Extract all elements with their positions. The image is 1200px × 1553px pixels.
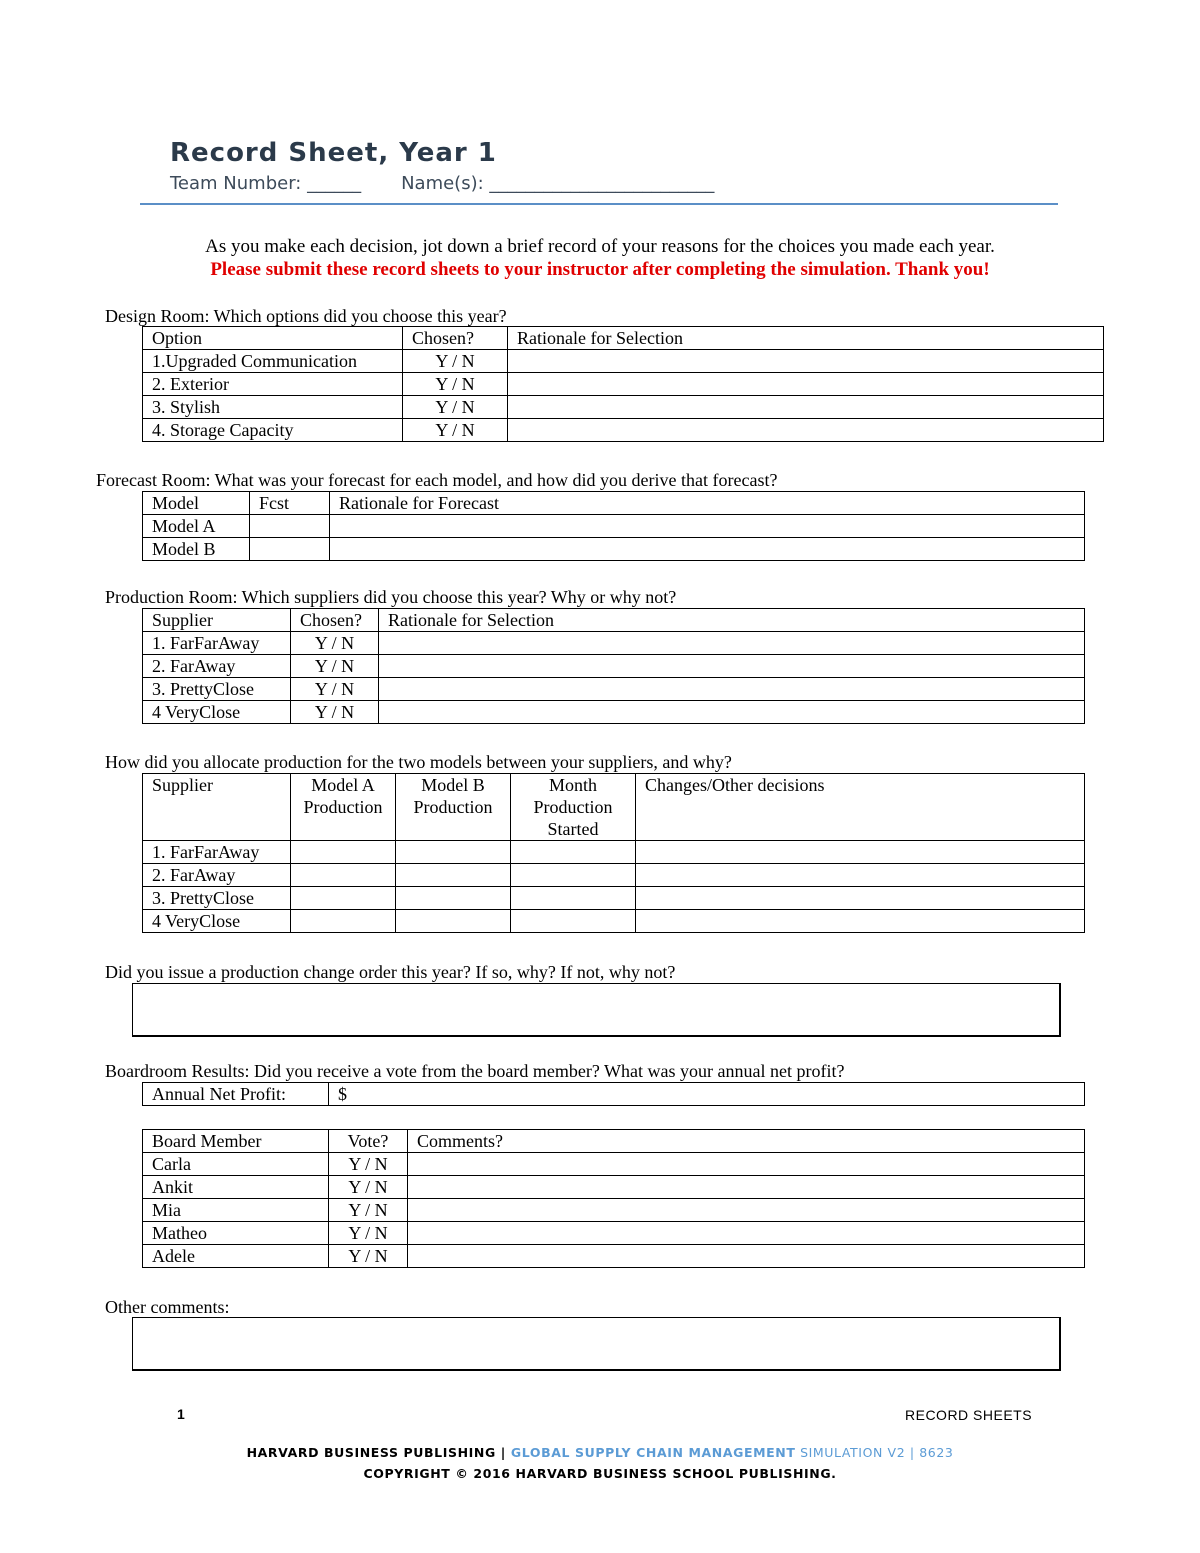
table-row [143, 864, 1085, 887]
table-row [143, 1199, 1085, 1222]
copyright-line: COPYRIGHT © 2016 HARVARD BUSINESS SCHOOL PUBLISHING. [363, 1466, 837, 1481]
member-cell: Ankit [143, 1176, 329, 1199]
table-header-row [143, 1130, 1085, 1153]
change-order-answer-box[interactable] [132, 983, 1061, 1037]
forecast-question: Forecast Room: What was your forecast for each model, and how did you derive that forecast? [96, 470, 778, 490]
table-row [143, 350, 1104, 373]
header-cell: Chosen? [291, 609, 379, 632]
table-row [143, 1083, 1085, 1106]
option-cell: 3. Stylish [143, 396, 403, 419]
table-row [143, 1153, 1085, 1176]
chosen-cell[interactable]: Y / N [291, 678, 379, 701]
publisher-name: HARVARD BUSINESS PUBLISHING | [246, 1445, 511, 1460]
header-rule [140, 203, 1058, 205]
header-cell: Chosen? [403, 327, 508, 350]
rationale-cell[interactable] [379, 632, 1085, 655]
supplier-cell: 1. FarFarAway [143, 841, 291, 864]
table-row [143, 1222, 1085, 1245]
comments-cell[interactable] [408, 1245, 1085, 1268]
member-cell: Carla [143, 1153, 329, 1176]
table-row [143, 538, 1085, 561]
submit-notice: Please submit these record sheets to your instructor after completing the simulation. Thank you! [210, 259, 990, 280]
board-members-table [142, 1129, 1085, 1268]
month-cell[interactable] [511, 887, 636, 910]
intro-text: As you make each decision, jot down a brief record of your reasons for the choices you made each year. [205, 236, 995, 257]
boardroom-question: Boardroom Results: Did you receive a vote from the board member? What was your annual net profit? [105, 1061, 845, 1081]
page-title: Record Sheet, Year 1 [170, 138, 497, 168]
header-cell: Board Member [143, 1130, 329, 1153]
month-cell[interactable] [511, 910, 636, 933]
header-cell: Option [143, 327, 403, 350]
model-b-cell[interactable] [396, 864, 511, 887]
names-field[interactable]: Name(s): _________________________ [401, 173, 715, 194]
supplier-cell: 2. FarAway [143, 655, 291, 678]
table-row [143, 515, 1085, 538]
rationale-cell[interactable] [508, 373, 1104, 396]
supplier-cell: 3. PrettyClose [143, 678, 291, 701]
comments-cell[interactable] [408, 1199, 1085, 1222]
net-profit-label: Annual Net Profit: [143, 1083, 329, 1106]
header-cell: Month Production Started [511, 774, 636, 841]
table-row [143, 632, 1085, 655]
header-cell: Rationale for Forecast [330, 492, 1085, 515]
table-row [143, 887, 1085, 910]
forecast-table [142, 491, 1085, 561]
comments-cell[interactable] [408, 1176, 1085, 1199]
allocation-table [142, 773, 1085, 933]
table-row [143, 419, 1104, 442]
chosen-cell[interactable]: Y / N [403, 396, 508, 419]
model-cell: Model A [143, 515, 250, 538]
forecast-cell[interactable] [250, 538, 330, 561]
header-cell: Vote? [329, 1130, 408, 1153]
rationale-cell[interactable] [330, 515, 1085, 538]
header-cell: Model B Production [396, 774, 511, 841]
net-profit-table [142, 1082, 1085, 1106]
table-row [143, 655, 1085, 678]
rationale-cell[interactable] [379, 701, 1085, 724]
other-comments-box[interactable] [132, 1317, 1061, 1371]
vote-cell[interactable]: Y / N [329, 1199, 408, 1222]
forecast-cell[interactable] [250, 515, 330, 538]
rationale-cell[interactable] [379, 678, 1085, 701]
option-cell: 4. Storage Capacity [143, 419, 403, 442]
supplier-cell: 2. FarAway [143, 864, 291, 887]
comments-cell[interactable] [408, 1153, 1085, 1176]
chosen-cell[interactable]: Y / N [403, 373, 508, 396]
header-cell: Fcst [250, 492, 330, 515]
header-cell: Supplier [143, 609, 291, 632]
table-row [143, 701, 1085, 724]
vote-cell[interactable]: Y / N [329, 1153, 408, 1176]
section-label: RECORD SHEETS [905, 1407, 1033, 1423]
table-header-row [143, 609, 1085, 632]
chosen-cell[interactable]: Y / N [291, 701, 379, 724]
header-cell: Changes/Other decisions [636, 774, 1085, 841]
header-cell: Supplier [143, 774, 291, 841]
page-number: 1 [177, 1406, 185, 1422]
model-a-cell[interactable] [291, 841, 396, 864]
publisher-line [0, 1445, 1200, 1460]
rationale-cell[interactable] [508, 396, 1104, 419]
option-cell: 2. Exterior [143, 373, 403, 396]
design-table [142, 326, 1104, 442]
table-header-row [143, 774, 1085, 841]
month-cell[interactable] [511, 864, 636, 887]
rationale-cell[interactable] [508, 350, 1104, 373]
table-row [143, 841, 1085, 864]
model-b-cell[interactable] [396, 910, 511, 933]
production-table [142, 608, 1085, 724]
product-name: GLOBAL SUPPLY CHAIN MANAGEMENT [510, 1445, 796, 1460]
changes-cell[interactable] [636, 887, 1085, 910]
supplier-cell: 1. FarFarAway [143, 632, 291, 655]
model-a-cell[interactable] [291, 887, 396, 910]
product-version: SIMULATION V2 | 8623 [795, 1445, 954, 1460]
option-cell: 1.Upgraded Communication [143, 350, 403, 373]
table-header-row [143, 492, 1085, 515]
changes-cell[interactable] [636, 910, 1085, 933]
production-question: Production Room: Which suppliers did you choose this year? Why or why not? [105, 587, 677, 607]
team-line [170, 173, 714, 194]
header-cell: Model A Production [291, 774, 396, 841]
model-a-cell[interactable] [291, 910, 396, 933]
model-cell: Model B [143, 538, 250, 561]
net-profit-field[interactable]: $ [329, 1083, 1085, 1106]
chosen-cell[interactable]: Y / N [291, 655, 379, 678]
supplier-cell: 4 VeryClose [143, 701, 291, 724]
model-b-cell[interactable] [396, 841, 511, 864]
allocation-question: How did you allocate production for the two models between your suppliers, and why? [105, 752, 732, 772]
table-row [143, 1245, 1085, 1268]
comments-cell[interactable] [408, 1222, 1085, 1245]
vote-cell[interactable]: Y / N [329, 1176, 408, 1199]
changes-cell[interactable] [636, 864, 1085, 887]
model-b-cell[interactable] [396, 887, 511, 910]
member-cell: Matheo [143, 1222, 329, 1245]
table-row [143, 910, 1085, 933]
chosen-cell[interactable]: Y / N [403, 350, 508, 373]
changes-cell[interactable] [636, 841, 1085, 864]
header-cell: Comments? [408, 1130, 1085, 1153]
header-cell: Rationale for Selection [379, 609, 1085, 632]
rationale-cell[interactable] [379, 655, 1085, 678]
table-row [143, 396, 1104, 419]
header-cell: Rationale for Selection [508, 327, 1104, 350]
change-order-question: Did you issue a production change order this year? If so, why? If not, why not? [105, 962, 676, 982]
table-header-row [143, 327, 1104, 350]
vote-cell[interactable]: Y / N [329, 1222, 408, 1245]
supplier-cell: 3. PrettyClose [143, 887, 291, 910]
chosen-cell[interactable]: Y / N [403, 419, 508, 442]
vote-cell[interactable]: Y / N [329, 1245, 408, 1268]
team-number-field[interactable]: Team Number: ______ [170, 173, 362, 194]
rationale-cell[interactable] [330, 538, 1085, 561]
member-cell: Adele [143, 1245, 329, 1268]
table-row [143, 373, 1104, 396]
design-question: Design Room: Which options did you choose this year? [105, 306, 507, 326]
member-cell: Mia [143, 1199, 329, 1222]
supplier-cell: 4 VeryClose [143, 910, 291, 933]
model-a-cell[interactable] [291, 864, 396, 887]
header-cell: Model [143, 492, 250, 515]
rationale-cell[interactable] [508, 419, 1104, 442]
table-row [143, 678, 1085, 701]
other-comments-label: Other comments: [105, 1297, 230, 1317]
table-row [143, 1176, 1085, 1199]
chosen-cell[interactable]: Y / N [291, 632, 379, 655]
month-cell[interactable] [511, 841, 636, 864]
